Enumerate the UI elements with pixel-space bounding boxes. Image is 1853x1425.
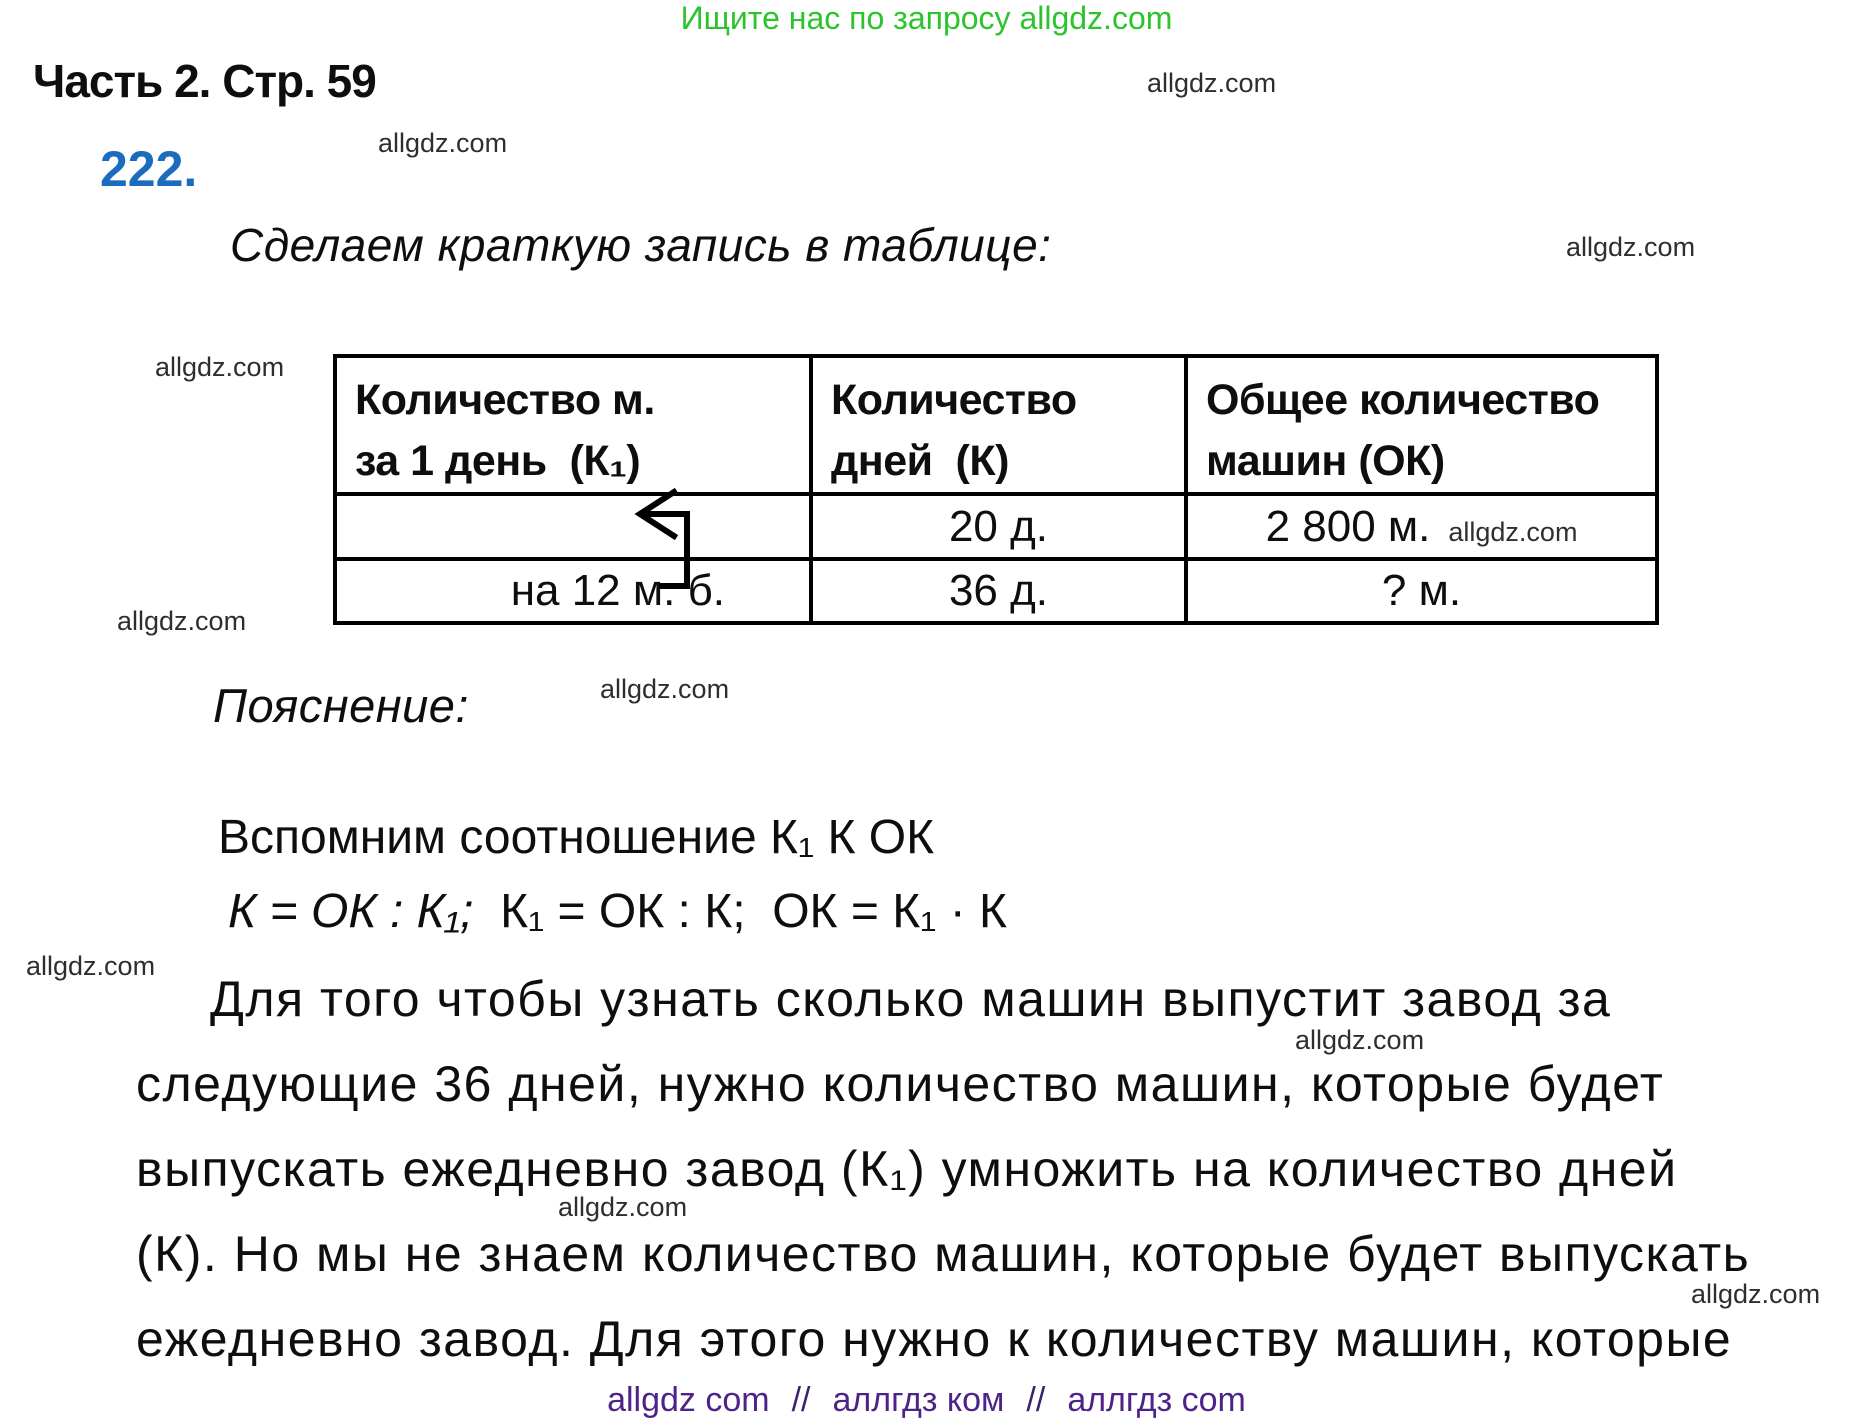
watermark: allgdz.com [1566, 232, 1696, 262]
watermark: allgdz.com [117, 606, 247, 636]
watermark: allgdz.com [1448, 516, 1578, 547]
paragraph-line-1: Для того чтобы узнать сколько машин выпустит завод за [210, 971, 1612, 1027]
part-title: Часть 2. Стр. 59 [33, 55, 376, 107]
formula-italic-part: К = ОК : К₁; [228, 885, 474, 938]
header-line: Общее количество [1206, 376, 1600, 424]
cell-row1-total [1186, 494, 1657, 559]
cell-row1-days: 20 д. [811, 494, 1186, 559]
watermark: allgdz.com [558, 1192, 688, 1222]
footer-separator: // [791, 1381, 811, 1419]
watermark: allgdz.com [1295, 1025, 1425, 1055]
footer-part: allgdz com [607, 1381, 770, 1419]
watermark: allgdz.com [1147, 68, 1277, 98]
header-line: за 1 день (К₁) [355, 437, 641, 485]
table-row [335, 559, 1657, 623]
watermark: allgdz.com [378, 128, 508, 158]
footer-part: аллгдз ком [832, 1381, 1005, 1419]
watermark: allgdz.com [155, 352, 285, 382]
header-cell-days [811, 356, 1186, 494]
explanation-heading: Пояснение: [213, 679, 469, 732]
problem-number: 222. [100, 141, 198, 197]
formula-line [228, 884, 1007, 939]
watermark: allgdz.com [600, 674, 730, 704]
table-header-row [335, 356, 1657, 494]
header-line: Количество м. [355, 376, 655, 424]
cell-row1-perday [335, 494, 811, 559]
paragraph-line-3: выпускать ежедневно завод (К₁) умножить на количество дней [136, 1141, 1678, 1197]
formula-regular-part: К₁ = ОК : К; ОК = К₁ · К [473, 885, 1007, 938]
header-cell-total [1186, 356, 1657, 494]
intro-line: Сделаем краткую запись в таблице: [230, 219, 1052, 271]
header-line: дней (К) [831, 437, 1009, 485]
cell-row2-total: ? м. [1186, 559, 1657, 623]
relation-line: Вспомним соотношение К₁ К ОК [218, 811, 935, 864]
cell-value: 2 800 м. [1265, 501, 1431, 551]
footer-line [0, 1381, 1853, 1420]
header-line: Количество [831, 376, 1077, 424]
reference-arrow-icon [620, 478, 700, 594]
summary-table [333, 354, 1659, 625]
table-row [335, 494, 1657, 559]
watermark: allgdz.com [1691, 1279, 1821, 1309]
paragraph-line-5: ежедневно завод. Для этого нужно к количеству машин, которые [136, 1311, 1733, 1367]
search-banner: Ищите нас по запросу allgdz.com [680, 0, 1173, 36]
footer-separator: // [1026, 1381, 1046, 1419]
paragraph-line-4: (К). Но мы не знаем количество машин, которые будет выпускать [136, 1226, 1751, 1282]
header-cell-per-day [335, 356, 811, 494]
watermark: allgdz.com [26, 951, 156, 981]
cell-row2-days: 36 д. [811, 559, 1186, 623]
footer-part: аллгдз com [1067, 1381, 1246, 1419]
header-line: машин (ОК) [1206, 437, 1445, 485]
paragraph-line-2: следующие 36 дней, нужно количество машин, которые будет [136, 1056, 1665, 1112]
cell-row2-perday: на 12 м. б. [335, 559, 811, 623]
